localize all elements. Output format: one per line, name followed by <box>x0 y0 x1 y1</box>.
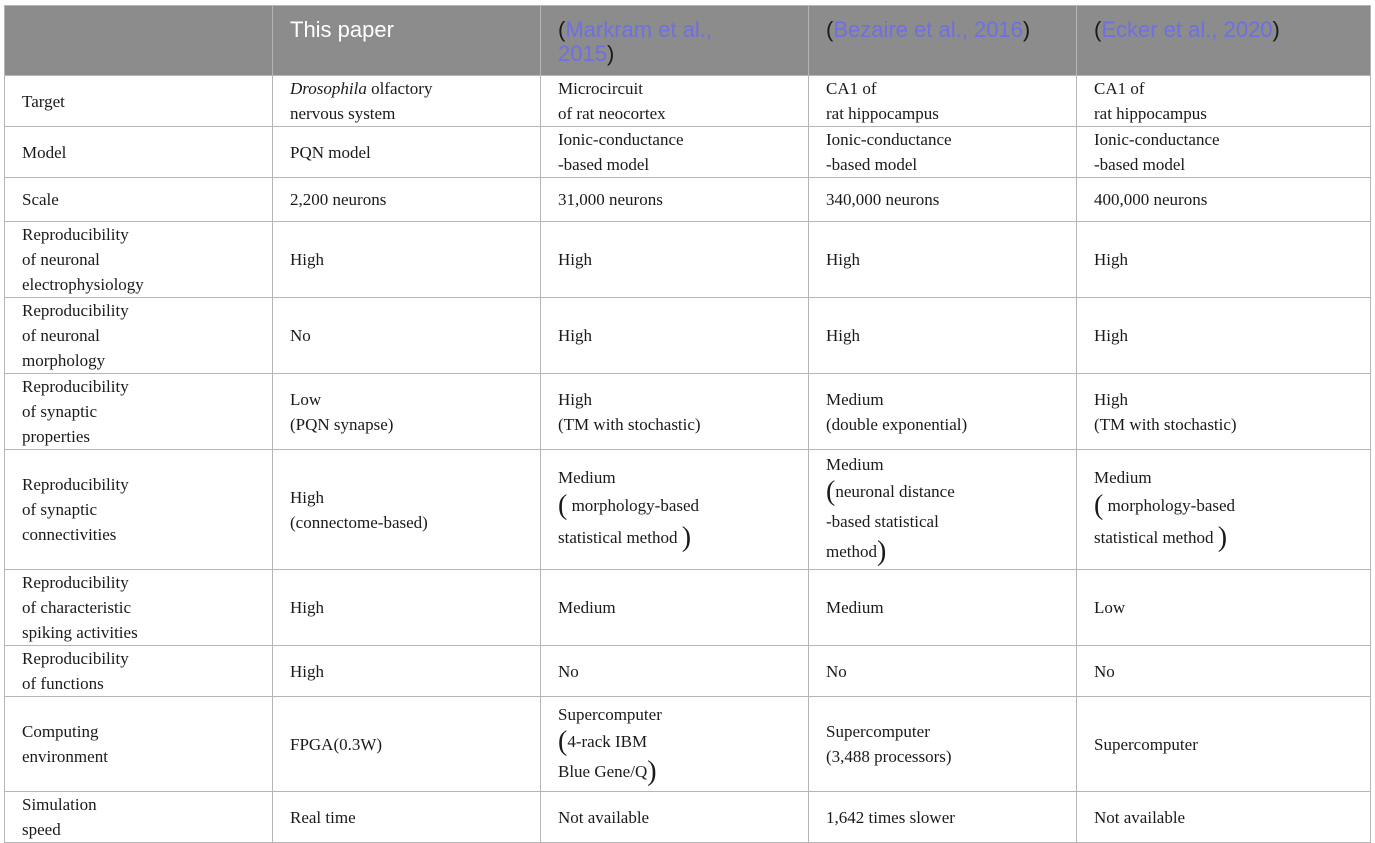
table-cell: High <box>1077 298 1371 374</box>
table-cell: Real time <box>273 792 541 843</box>
open-paren: ( <box>826 17 834 42</box>
label-text: Computing <box>22 722 99 741</box>
cell-text: Ionic-conductance <box>558 130 684 149</box>
label-text: environment <box>22 747 108 766</box>
table-row <box>5 178 1371 222</box>
row-label <box>5 570 273 646</box>
citation-link[interactable]: Ecker et al., 2020 <box>1101 17 1273 42</box>
table-cell: High <box>541 222 809 298</box>
cell-text: Medium <box>826 455 884 474</box>
species-name: Drosophila <box>290 79 367 98</box>
header-bezaire <box>809 6 1077 76</box>
cell-text: (3,488 processors) <box>826 747 952 766</box>
table-row <box>5 646 1371 697</box>
cell-text: rat hippocampus <box>1094 104 1207 123</box>
table-cell: Medium <box>541 570 809 646</box>
header-markram <box>541 6 809 76</box>
table-cell: 31,000 neurons <box>541 178 809 222</box>
cell-text: rat hippocampus <box>826 104 939 123</box>
table-cell: Not available <box>1077 792 1371 843</box>
label-text: of synaptic <box>22 500 98 519</box>
table-row <box>5 374 1371 450</box>
cell-text: -based statistical <box>826 512 939 531</box>
cell-text: Medium <box>826 389 884 409</box>
table-cell: High <box>809 298 1077 374</box>
open-paren: ( <box>826 476 836 507</box>
cell-text: Low <box>290 389 322 409</box>
close-paren: ) <box>1272 17 1280 42</box>
header-this-paper: This paper <box>273 6 541 76</box>
cell-text: Ionic-conductance <box>826 130 952 149</box>
cell-text: CA1 of <box>826 79 877 98</box>
table-cell <box>809 450 1077 570</box>
table-cell <box>809 697 1077 792</box>
close-paren: ) <box>647 755 657 787</box>
cell-text: statistical method <box>1094 528 1214 547</box>
open-paren: ( <box>558 17 566 42</box>
table-cell: Not available <box>541 792 809 843</box>
table-cell <box>273 374 541 450</box>
cell-text: olfactory <box>366 79 433 98</box>
label-text: of characteristic <box>22 598 132 617</box>
open-paren: ( <box>1094 490 1104 521</box>
row-label: Model <box>5 127 273 178</box>
label-text: morphology <box>22 351 106 370</box>
cell-text: -based model <box>558 155 650 174</box>
table-cell <box>1077 76 1371 127</box>
table-cell <box>809 76 1077 127</box>
label-text: of neuronal <box>22 250 100 269</box>
cell-text: -based model <box>1094 155 1186 174</box>
header-ecker <box>1077 6 1371 76</box>
table-cell: No <box>541 646 809 697</box>
close-paren: ) <box>877 536 887 567</box>
cell-text: Blue Gene/Q <box>558 761 648 781</box>
row-label <box>5 374 273 450</box>
close-paren: ) <box>1217 522 1228 553</box>
cell-text: Microcircuit <box>558 79 643 98</box>
label-text: Reproducibility <box>22 377 129 396</box>
label-text: of synaptic <box>22 402 98 421</box>
row-label <box>5 222 273 298</box>
cell-text: Medium <box>1094 468 1152 487</box>
table-cell: 1,642 times slower <box>809 792 1077 843</box>
cell-text: morphology-based <box>1107 496 1236 515</box>
cell-text: Supercomputer <box>826 722 930 741</box>
citation-link[interactable]: Markram et al., <box>565 17 713 42</box>
table-cell <box>541 127 809 178</box>
table-row <box>5 450 1371 570</box>
table-cell: High <box>809 222 1077 298</box>
cell-text: neuronal distance <box>835 482 955 501</box>
header-blank-cell <box>5 6 273 76</box>
table-cell: High <box>541 298 809 374</box>
cell-text: 4-rack IBM <box>567 731 648 751</box>
cell-text: High <box>1094 389 1128 409</box>
row-label <box>5 298 273 374</box>
table-cell <box>1077 450 1371 570</box>
row-label <box>5 697 273 792</box>
label-text: electrophysiology <box>22 275 144 294</box>
table-cell: No <box>809 646 1077 697</box>
table-row <box>5 222 1371 298</box>
table-cell <box>273 450 541 570</box>
table-cell: PQN model <box>273 127 541 178</box>
cell-text: (TM with stochastic) <box>558 414 701 434</box>
close-paren: ) <box>681 522 692 553</box>
table-cell <box>541 374 809 450</box>
table-cell: Medium <box>809 570 1077 646</box>
table-cell: 400,000 neurons <box>1077 178 1371 222</box>
table-row <box>5 127 1371 178</box>
label-text: Reproducibility <box>22 475 129 494</box>
table-cell: Supercomputer <box>1077 697 1371 792</box>
table-cell <box>809 127 1077 178</box>
table-row <box>5 76 1371 127</box>
row-label <box>5 646 273 697</box>
table-cell: 2,200 neurons <box>273 178 541 222</box>
close-paren: ) <box>1022 17 1031 42</box>
cell-text: (TM with stochastic) <box>1094 414 1237 434</box>
cell-text: (double exponential) <box>826 414 968 434</box>
citation-link[interactable]: 2015 <box>558 41 607 66</box>
open-paren: ( <box>558 490 568 521</box>
table-cell: 340,000 neurons <box>809 178 1077 222</box>
cell-text: Supercomputer <box>558 704 662 724</box>
header-row <box>5 6 1371 76</box>
table-cell <box>1077 127 1371 178</box>
table-cell <box>541 697 809 792</box>
cell-text: method <box>826 542 877 561</box>
citation-link[interactable]: Bezaire et al., 2016 <box>833 17 1023 42</box>
table-cell: No <box>1077 646 1371 697</box>
label-text: properties <box>22 427 90 446</box>
row-label <box>5 450 273 570</box>
table-cell: No <box>273 298 541 374</box>
table-cell: High <box>273 646 541 697</box>
label-text: of neuronal <box>22 326 100 345</box>
table-cell <box>541 76 809 127</box>
table-cell: High <box>273 222 541 298</box>
table-cell: Low <box>1077 570 1371 646</box>
row-label: Scale <box>5 178 273 222</box>
label-text: of functions <box>22 674 104 693</box>
table-row <box>5 570 1371 646</box>
cell-text: Medium <box>558 468 616 487</box>
cell-text: -based model <box>826 155 918 174</box>
table-cell <box>1077 374 1371 450</box>
table-cell: FPGA(0.3W) <box>273 697 541 792</box>
cell-text: CA1 of <box>1094 79 1145 98</box>
cell-text: morphology-based <box>571 496 700 515</box>
label-text: Simulation <box>22 795 97 814</box>
table-row <box>5 298 1371 374</box>
label-text: Reproducibility <box>22 573 129 592</box>
label-text: Reproducibility <box>22 649 129 668</box>
row-label: Target <box>5 76 273 127</box>
label-text: spiking activities <box>22 623 138 642</box>
cell-text: (connectome-based) <box>290 512 428 532</box>
open-paren: ( <box>558 725 568 757</box>
open-paren: ( <box>1094 17 1102 42</box>
close-paren: ) <box>606 41 615 66</box>
label-text: speed <box>22 820 61 839</box>
cell-text: statistical method <box>558 528 678 547</box>
table-cell: High <box>1077 222 1371 298</box>
cell-text: nervous system <box>290 104 396 123</box>
table-cell <box>809 374 1077 450</box>
table-cell <box>273 76 541 127</box>
cell-text: High <box>558 389 592 409</box>
label-text: connectivities <box>22 525 117 544</box>
cell-text: of rat neocortex <box>558 104 666 123</box>
table-cell: High <box>273 570 541 646</box>
cell-text: Ionic-conductance <box>1094 130 1220 149</box>
cell-text: (PQN synapse) <box>290 414 394 434</box>
comparison-table <box>4 5 1371 843</box>
label-text: Reproducibility <box>22 225 129 244</box>
cell-text: High <box>290 487 324 507</box>
table-row <box>5 697 1371 792</box>
table-row <box>5 792 1371 843</box>
table-cell <box>541 450 809 570</box>
label-text: Reproducibility <box>22 301 129 320</box>
row-label <box>5 792 273 843</box>
